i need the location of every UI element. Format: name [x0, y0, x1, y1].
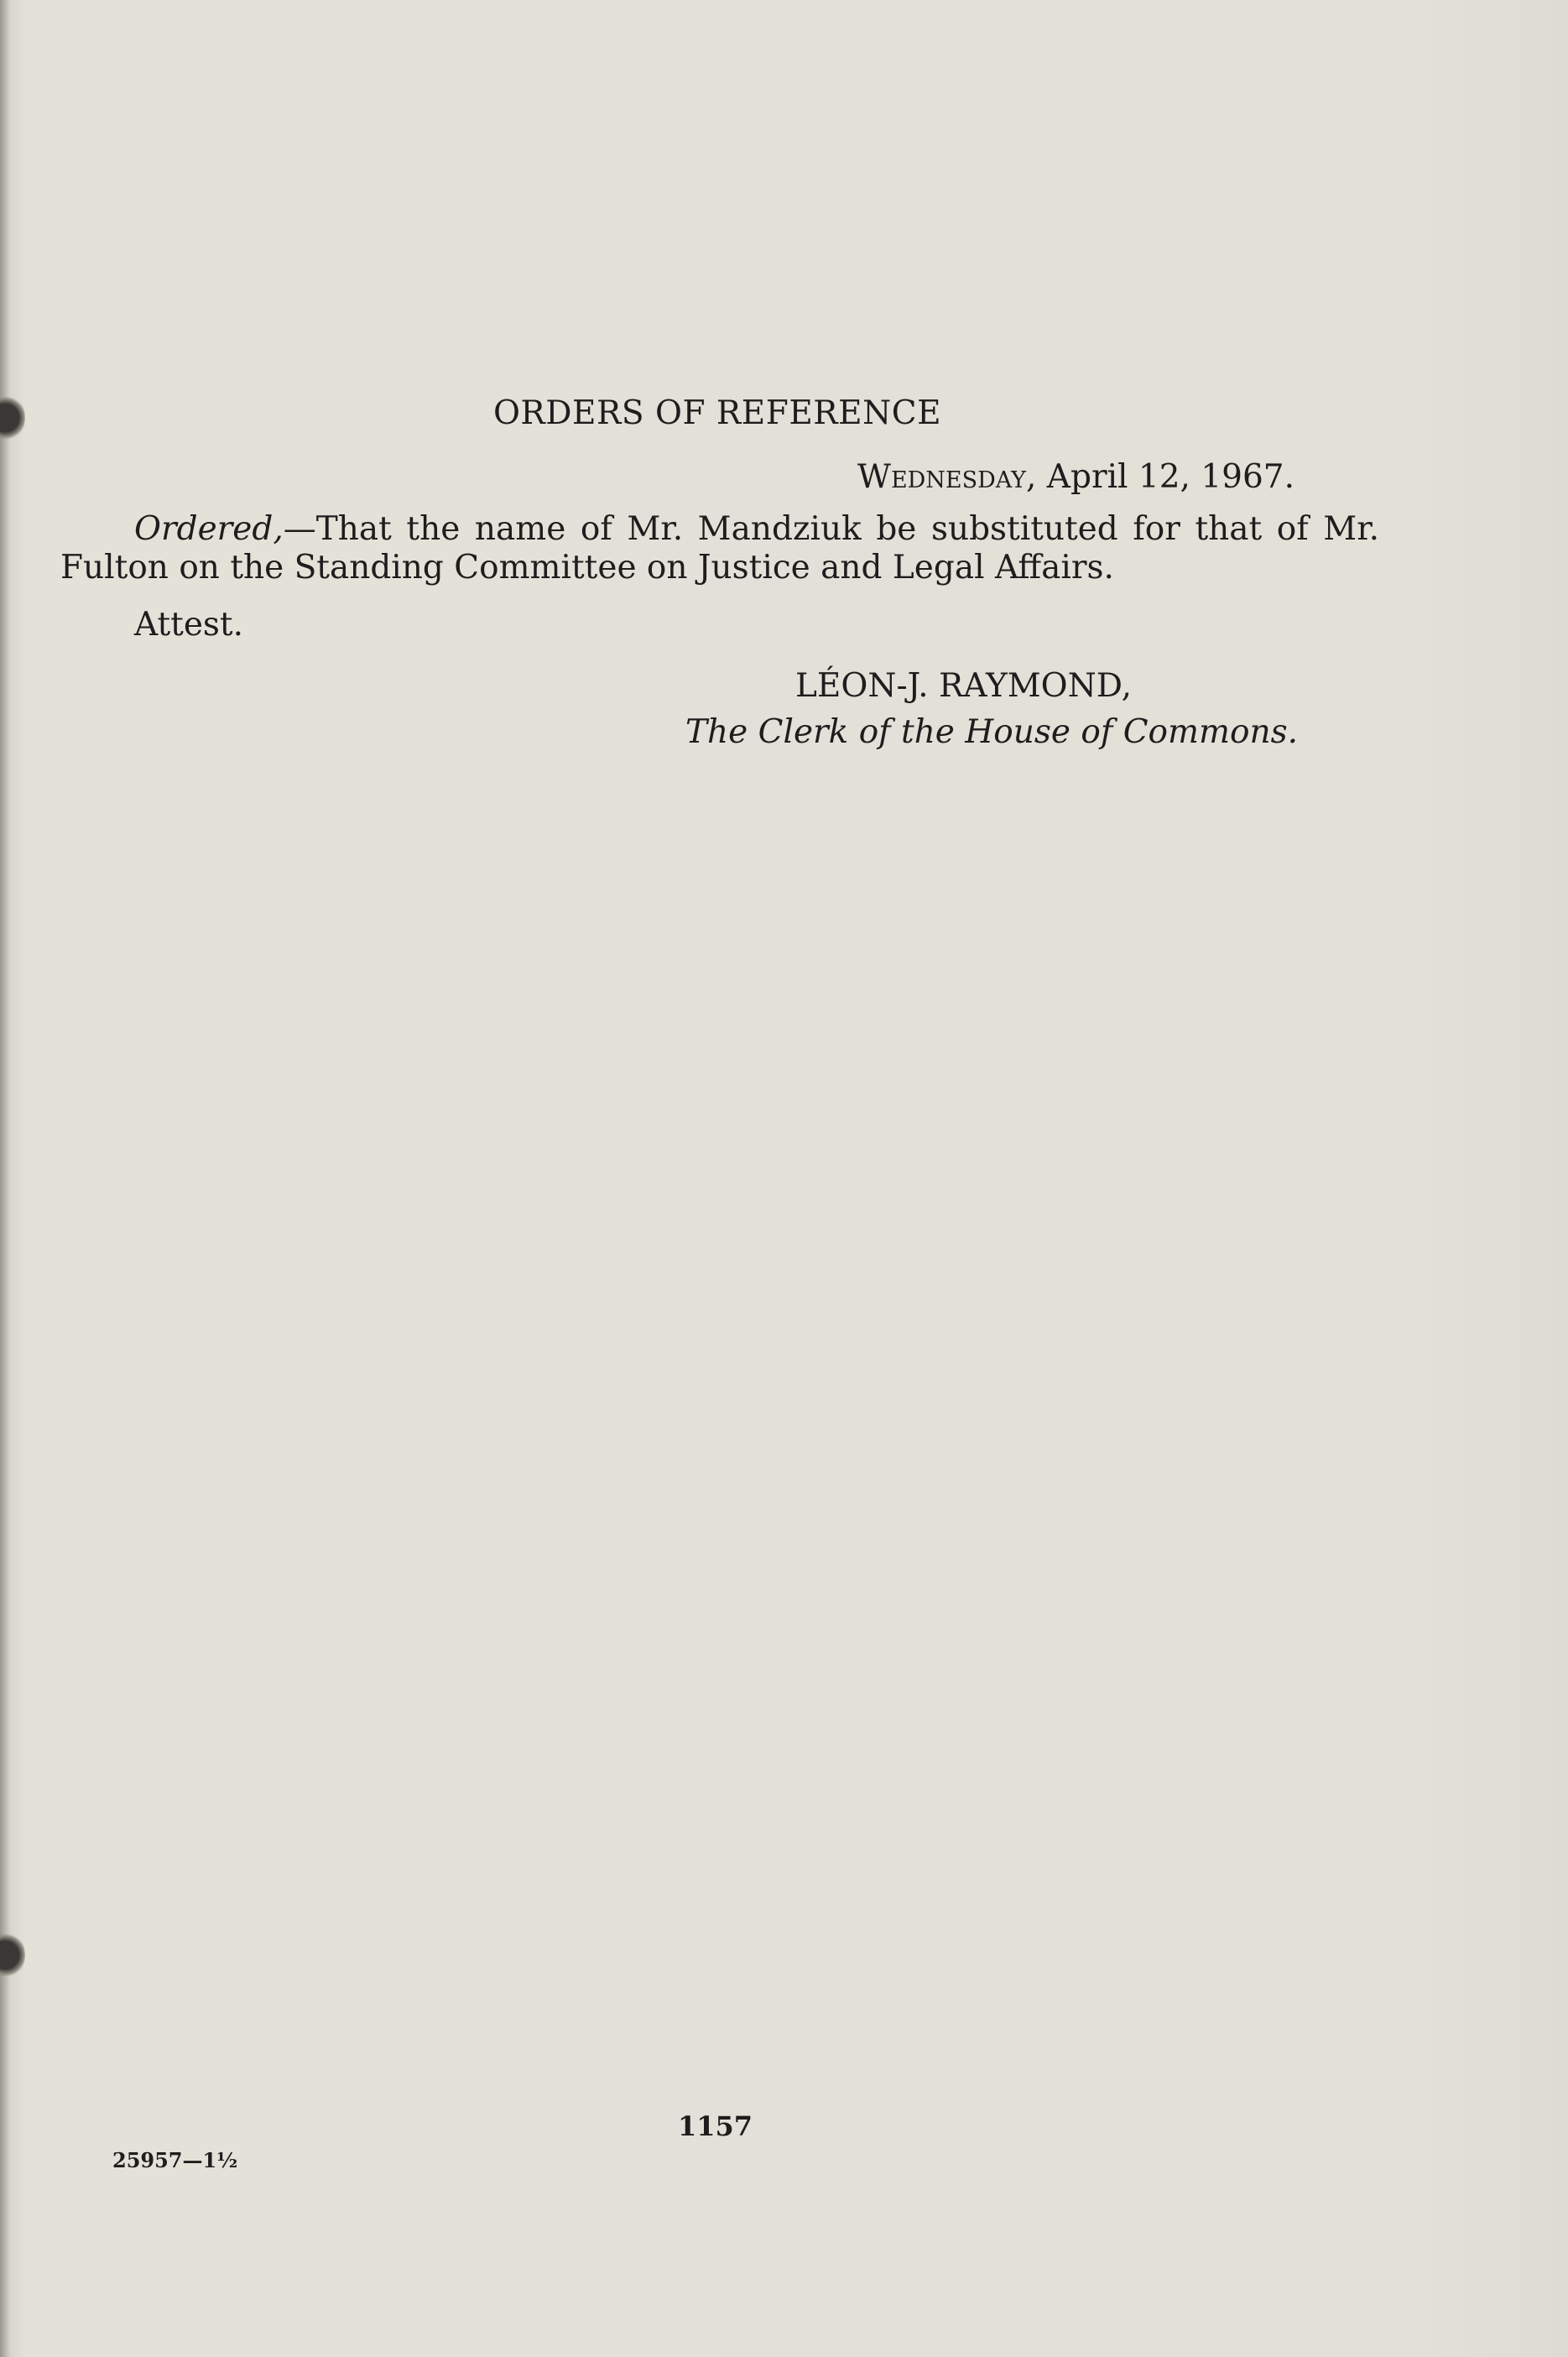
- section-heading: ORDERS OF REFERENCE: [492, 394, 942, 432]
- punch-hole: [0, 1932, 25, 1979]
- print-code: 25957—1½: [112, 2148, 238, 2172]
- binding-edge: [0, 0, 10, 2357]
- order-paragraph: [60, 510, 1379, 587]
- page-number: 1157: [678, 2110, 753, 2142]
- signature-name: LÉON-J. RAYMOND,: [795, 667, 1133, 705]
- signature-title: The Clerk of the House of Commons.: [685, 713, 1298, 751]
- order-text: —That the name of Mr. Mandziuk be substituted for that of Mr. Fulton on the Standing Committee on Justice and Legal Affairs.: [60, 510, 1379, 587]
- date-weekday: Wednesday: [857, 458, 1027, 496]
- date-text: , April 12, 1967.: [1026, 458, 1295, 496]
- order-lead: Ordered,: [134, 510, 284, 548]
- date-line: [857, 458, 1295, 496]
- attest-label: Attest.: [134, 606, 243, 644]
